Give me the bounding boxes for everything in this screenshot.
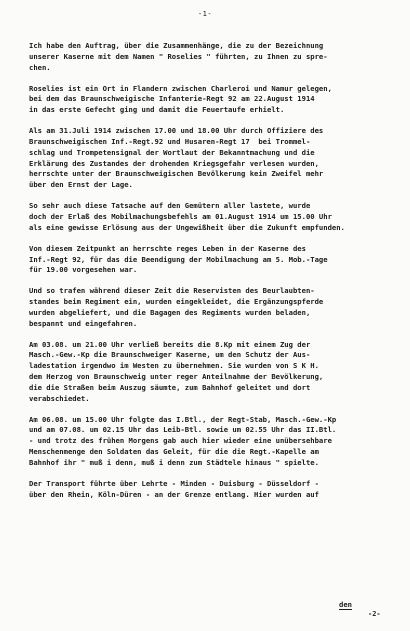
text-line: die die Straßen beim Auszug säumte, zum Bahnhof geleitet und dort — [29, 382, 311, 392]
text-line: ladestation irgendwo im Westen zu übernehmen. Sie wurden von S K H. — [29, 361, 319, 371]
document-body — [29, 41, 397, 511]
text-line: herrschte unter der Braunschweigischen Bevölkerung kein Zweifel mehr — [29, 169, 324, 179]
catchword: den — [339, 600, 352, 609]
page-number-top: -1- — [197, 10, 213, 18]
text-line: verabschiedet. — [29, 393, 90, 403]
text-line: standes beim Regiment ein, wurden eingekleidet, die Ergänzungspferde — [29, 297, 324, 307]
text-line: Inf.-Regt 92, für das die Beendigung der Mobilmachung am 5. Mob.-Tage — [29, 254, 328, 264]
text-line: für 19.00 vorgesehen war. — [29, 265, 138, 275]
text-line: Bahnhof ihr " muß i denn, muß i denn zum Städtele hinaus " spielte. — [29, 457, 319, 467]
text-line: So sehr auch diese Tatsache auf den Gemütern aller lastete, wurde — [29, 201, 311, 211]
paragraph — [29, 244, 397, 276]
text-line: Braunschweigischen Inf.-Regt.92 und Husaren-Regt 17 bei Trommel- — [29, 136, 311, 146]
text-line: doch der Erlaß des Mobilmachungsbefehls am 01.August 1914 um 15.00 Uhr — [29, 211, 332, 221]
paragraph — [29, 415, 397, 469]
text-line: über den Ernst der Lage. — [29, 180, 133, 190]
text-line: - und trotz des frühen Morgens gab auch hier wieder eine unübersehbare — [29, 436, 332, 446]
text-line: in das erste Gefecht ging und damit die Feuertaufe erhielt. — [29, 105, 285, 115]
text-line: Menschenmenge den Soldaten das Geleit, für die die Regt.-Kapelle am — [29, 447, 319, 457]
text-line: und am 07.08. um 02.15 Uhr das Leib-Btl. sowie um 02.55 Uhr das II.Btl. — [29, 425, 337, 435]
text-line: Und so trafen während dieser Zeit die Reservisten des Beurlaubten- — [29, 286, 315, 296]
text-line: bespannt und eingefahren. — [29, 318, 138, 328]
text-line: bei dem das Braunschweigische Infanterie-Regt 92 am 22.August 1914 — [29, 94, 315, 104]
text-line: Am 03.08. um 21.00 Uhr verließ bereits die 8.Kp mit einem Zug der — [29, 339, 311, 349]
text-line: unserer Kaserne mit dem Namen " Roselies " führten, zu Ihnen zu spre- — [29, 51, 328, 61]
paragraph — [29, 286, 397, 329]
text-line: wurden abgeliefert, und die Bagagen des Regiments wurden beladen, — [29, 307, 311, 317]
text-line: Masch.-Gew.-Kp die Braunschweiger Kaserne, um den Schutz der Aus- — [29, 350, 311, 360]
text-line: Erklärung des Zustandes der drohenden Kriegsgefahr verlesen wurden, — [29, 158, 319, 168]
paragraph — [29, 126, 397, 191]
text-line: als eine gewisse Erlösung aus der Ungewißheit über die Zukunft empfunden. — [29, 222, 345, 232]
paragraph — [29, 201, 397, 233]
text-line: über den Rhein, Köln-Düren - an der Grenze entlang. Hier wurden auf — [29, 489, 319, 499]
text-line: Von diesem Zeitpunkt an herrschte reges Leben in der Kaserne des — [29, 243, 306, 253]
paragraph — [29, 41, 397, 73]
paragraph — [29, 340, 397, 405]
text-line: Am 06.08. um 15.00 Uhr folgte das I.Btl., der Regt-Stab, Masch.-Gew.-Kp — [29, 414, 337, 424]
text-line: Der Transport führte über Lehrte - Minden - Duisburg - Düsseldorf - — [29, 478, 319, 488]
paragraph — [29, 84, 397, 116]
text-line: Ich habe den Auftrag, über die Zusammenhänge, die zu der Bezeichnung — [29, 41, 324, 50]
text-line: Roselies ist ein Ort in Flandern zwischen Charleroi und Namur gelegen, — [29, 83, 332, 93]
text-line: chen. — [29, 62, 51, 72]
text-line: dem Herzog von Braunschweig unter reger Anteilnahme der Bevölkerung, — [29, 372, 324, 382]
paragraph — [29, 479, 397, 501]
text-line: schlag und Trompetensignal der Wortlaut der Bekanntmachung und die — [29, 147, 315, 157]
text-line: Als am 31.Juli 1914 zwischen 17.00 und 18.00 Uhr durch Offiziere des — [29, 126, 324, 136]
page-number-bottom: -2- — [368, 610, 381, 618]
